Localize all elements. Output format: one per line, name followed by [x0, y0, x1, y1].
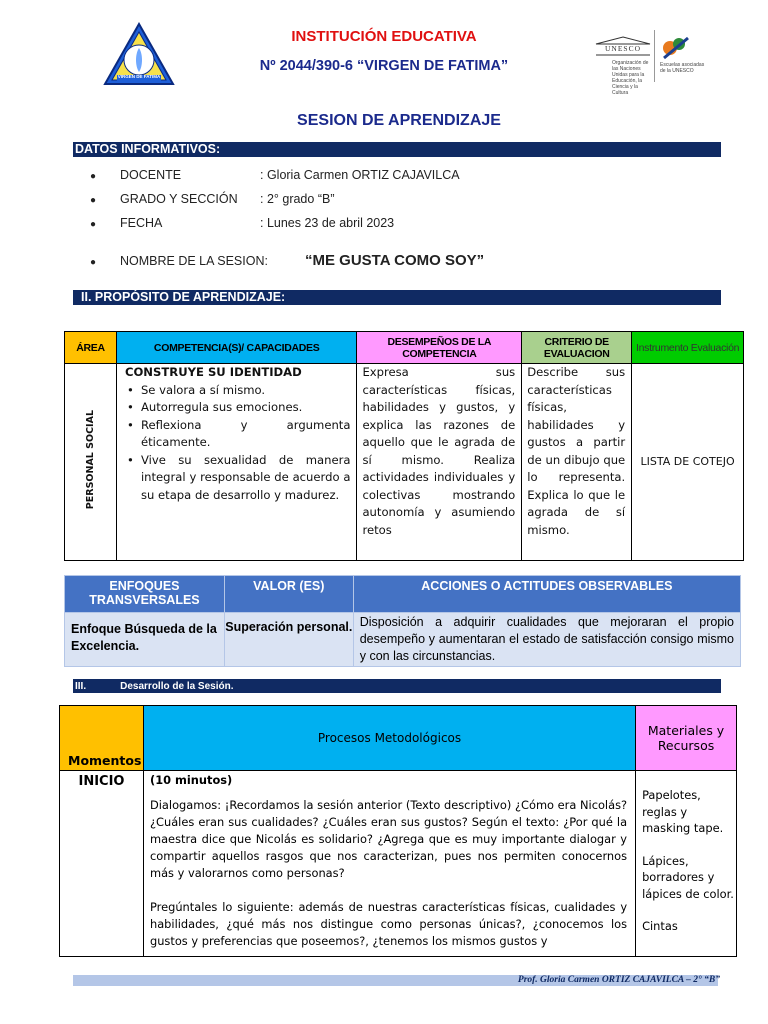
header-criterio: CRITERIO DE EVALUACION: [522, 332, 632, 364]
header-valor: VALOR (ES): [224, 576, 353, 613]
instrumento-cell: LISTA DE COTEJO: [632, 364, 744, 561]
unesco-schools-emblem-icon: [660, 32, 690, 62]
unesco-schools-text: Escuelas asociadas de la UNESCO: [660, 62, 705, 74]
accion-cell: Disposición a adquirir cualidades que mejoraran el propio desempeño y aumentaran el estado de satisfacción consigo mismo y con las circunstancias.: [353, 613, 740, 667]
session-title: SESION DE APRENDIZAJE: [297, 112, 501, 129]
footer-text: Prof. Gloria Carmen ORTIZ CAJAVILCA – 2° “B”: [517, 975, 720, 985]
momento-inicio: INICIO: [60, 771, 144, 957]
competencia-title: CONSTRUYE SU IDENTIDAD: [124, 365, 302, 379]
bullet-icon: ●: [90, 219, 97, 230]
materiales-item-3: Cintas: [642, 919, 678, 933]
list-item: • Autorregula sus emociones.: [121, 399, 351, 417]
unesco-word: UNESCO: [604, 44, 641, 53]
header-procesos: Procesos Metodológicos: [143, 706, 635, 771]
header-instrumento: Instrumento Evaluación: [632, 332, 744, 364]
section-proposito: II. PROPÓSITO DE APRENDIZAJE:: [73, 290, 721, 305]
section-desarrollo: III. Desarrollo de la Sesión.: [73, 680, 721, 693]
info-fecha: ● FECHA : Lunes 23 de abril 2023: [90, 216, 395, 230]
info-nombre-sesion: ● NOMBRE DE LA SESION: “ME GUSTA COMO SOY”: [90, 252, 485, 269]
materiales-item-1: Papelotes, reglas y masking tape.: [642, 788, 724, 835]
header-area: ÁREA: [65, 332, 117, 364]
valor-cell: Superación personal.: [224, 613, 353, 667]
institution-number-name: Nº 2044/390-6 “VIRGEN DE FATIMA”: [259, 58, 509, 74]
area-label: PERSONAL SOCIAL: [84, 409, 96, 509]
section-datos-informativos: DATOS INFORMATIVOS:: [73, 142, 721, 157]
session-name: “ME GUSTA COMO SOY”: [305, 252, 485, 269]
inicio-paragraph-2: Pregúntales lo siguiente: además de nuestras características físicas, cualidades y habilidades, ¿qué más nos distingue como personas únicas?, ¿conocemos los gustos y preferencias que poseemos?, ¿tenemos los mismos gustos y: [149, 900, 628, 948]
criterio-cell: Describe sus características físicas, habilidades y gustos a partir de un dibujo que lo representa. Explica lo que le agrada de sí mismo.: [522, 364, 632, 561]
header-competencia: COMPETENCIA(S)/ CAPACIDADES: [116, 332, 357, 364]
procesos-cell: [143, 771, 635, 957]
desempeno-cell: Expresa sus características físicas, habilidades y gustos, y explica las razones de aquello que le agrada de sí mismo. Realiza actividades individuales y colectivas mostrando autonomía y asumiendo retos: [357, 364, 522, 561]
header-desempenos: DESEMPEÑOS DE LA COMPETENCIA: [357, 332, 522, 364]
header-materiales: Materiales y Recursos: [636, 706, 737, 771]
header-acciones: ACCIONES O ACTITUDES OBSERVABLES: [353, 576, 740, 613]
capacidades-list: [121, 382, 351, 505]
bullet-icon: ●: [90, 195, 97, 206]
list-item: • Se valora a sí mismo.: [121, 382, 351, 400]
enfoques-table: [64, 575, 741, 667]
unesco-org-text: Organización de las Naciones Unidas para la Educación, la Ciencia y la Cultura: [612, 60, 649, 96]
unesco-divider: [654, 30, 655, 82]
materiales-item-2: Lápices, borradores y lápices de color.: [642, 853, 734, 901]
unesco-logo: [592, 28, 722, 96]
institution-title: INSTITUCIÓN EDUCATIVA: [291, 28, 477, 45]
logo-caption: VIRGEN DE FATIMA: [117, 74, 161, 79]
area-cell: [65, 364, 117, 561]
info-grado: ● GRADO Y SECCIÓN : 2° grado “B”: [90, 192, 335, 206]
desarrollo-table: [59, 705, 737, 957]
inicio-tiempo: (10 minutos): [149, 773, 233, 787]
competencia-cell: [116, 364, 357, 561]
info-docente: ● DOCENTE : Gloria Carmen ORTIZ CAJAVILCA: [90, 168, 460, 182]
bullet-icon: ●: [90, 171, 97, 182]
inicio-paragraph-1: Dialogamos: ¡Recordamos la sesión anterior (Texto descriptivo) ¿Cómo era Nicolás? ¿Cuáles eran sus cualidades? ¿Cuáles eran sus gustos? Según el texto: ¿Por qué la maestra dice que Nicolás es solidario? ¿Agrega que es muy importante dialogar y compartir aquellos rasgos que nos caracterizan, pues nos permiten conocernos más y valorarnos como personas?: [149, 798, 628, 880]
header-momentos: Momentos: [60, 706, 144, 771]
list-item: • Vive su sexualidad de manera integral y responsable de acuerdo a su etapa de desarrollo y madurez.: [121, 452, 351, 505]
header-enfoques: ENFOQUES TRANSVERSALES: [65, 576, 225, 613]
list-item: • Reflexiona y argumenta éticamente.: [121, 417, 351, 452]
materiales-cell: [636, 771, 737, 957]
bullet-icon: ●: [90, 257, 97, 268]
enfoque-cell: Enfoque Búsqueda de la Excelencia.: [65, 613, 225, 667]
proposito-table: [64, 331, 744, 561]
